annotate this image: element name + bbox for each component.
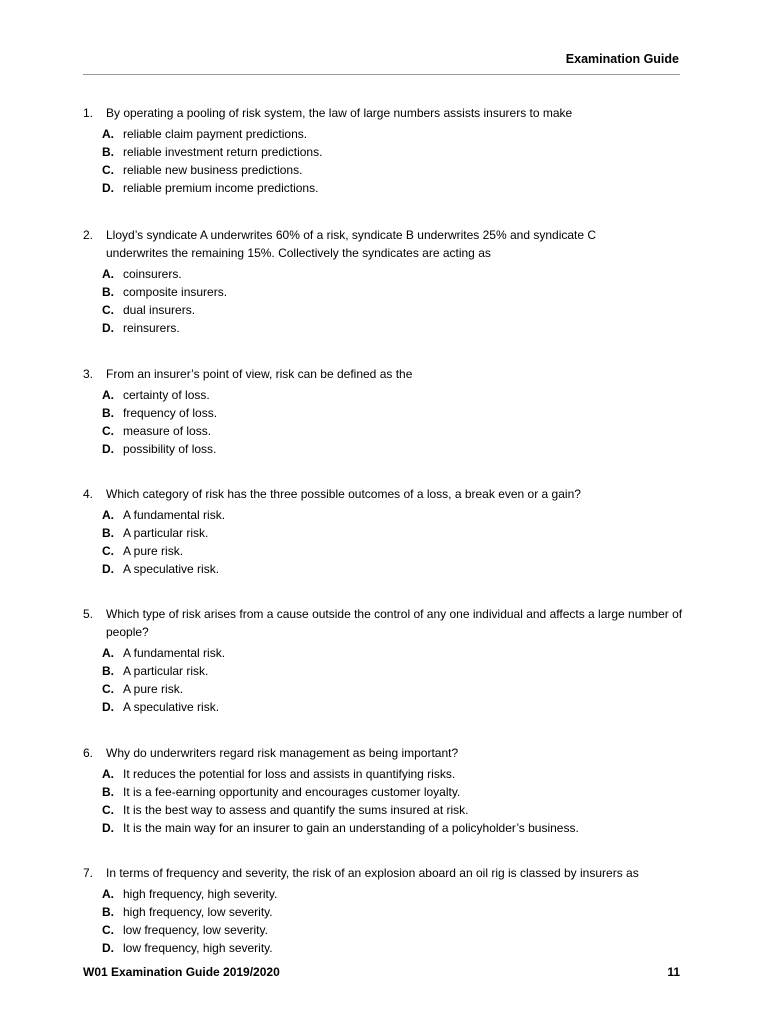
option-letter: A. xyxy=(102,127,114,141)
answer-option xyxy=(102,644,683,662)
option-text: composite insurers. xyxy=(123,285,228,299)
answer-option xyxy=(102,506,683,524)
option-text: A particular risk. xyxy=(123,526,209,540)
option-text: high frequency, high severity. xyxy=(123,887,278,901)
page-number: 11 xyxy=(667,965,680,979)
question-3 xyxy=(83,365,683,458)
option-letter: D. xyxy=(102,941,114,955)
option-letter: C. xyxy=(102,544,114,558)
option-text: reliable premium income predictions. xyxy=(123,181,319,195)
option-letter: D. xyxy=(102,821,114,835)
question-number: 4. xyxy=(83,487,94,501)
page-header-title: Examination Guide xyxy=(565,52,679,66)
question-6 xyxy=(83,744,683,837)
answer-option xyxy=(102,404,683,422)
option-text: It is the best way to assess and quantify the sums insured at risk. xyxy=(123,803,469,817)
question-number: 6. xyxy=(83,746,94,760)
question-1 xyxy=(83,104,683,197)
question-text: By operating a pooling of risk system, the law of large numbers assists insurers to make xyxy=(106,106,573,120)
footer-document-title: W01 Examination Guide 2019/2020 xyxy=(83,965,280,979)
option-letter: C. xyxy=(102,163,114,177)
question-text: From an insurer’s point of view, risk can be defined as the xyxy=(106,367,413,381)
option-text: frequency of loss. xyxy=(123,406,218,420)
option-text: It is a fee-earning opportunity and encourages customer loyalty. xyxy=(123,785,461,799)
answer-option xyxy=(102,143,683,161)
option-text: reinsurers. xyxy=(123,321,180,335)
option-letter: C. xyxy=(102,303,114,317)
option-text: reliable new business predictions. xyxy=(123,163,303,177)
option-letter: A. xyxy=(102,646,114,660)
option-letter: D. xyxy=(102,700,114,714)
option-text: high frequency, low severity. xyxy=(123,905,273,919)
answer-option xyxy=(102,698,683,716)
option-letter: A. xyxy=(102,267,114,281)
option-text: A speculative risk. xyxy=(123,562,220,576)
option-text: dual insurers. xyxy=(123,303,196,317)
question-5 xyxy=(83,605,683,716)
option-text: reliable claim payment predictions. xyxy=(123,127,308,141)
option-letter: B. xyxy=(102,285,114,299)
option-text: low frequency, low severity. xyxy=(123,923,268,937)
answer-option xyxy=(102,921,683,939)
question-text: Which type of risk arises from a cause outside the control of any one individual and affects a large number of people? xyxy=(106,607,683,639)
answer-option xyxy=(102,283,643,301)
header-divider xyxy=(83,74,680,75)
option-text: A fundamental risk. xyxy=(123,646,226,660)
option-letter: B. xyxy=(102,145,114,159)
option-letter: B. xyxy=(102,664,114,678)
question-text: Why do underwriters regard risk management as being important? xyxy=(106,746,459,760)
option-letter: A. xyxy=(102,887,114,901)
question-text: Which category of risk has the three possible outcomes of a loss, a break even or a gain? xyxy=(106,487,581,501)
answer-option xyxy=(102,319,643,337)
question-number: 5. xyxy=(83,607,94,621)
question-number: 3. xyxy=(83,367,94,381)
option-text: coinsurers. xyxy=(123,267,182,281)
answer-option xyxy=(102,903,683,921)
answer-option xyxy=(102,560,683,578)
question-text: Lloyd’s syndicate A underwrites 60% of a risk, syndicate B underwrites 25% and syndicate C underwrites the remaining 15%. Collectively the syndicates are acting as xyxy=(106,228,597,260)
option-text: It is the main way for an insurer to gain an understanding of a policyholder’s business. xyxy=(123,821,579,835)
question-7 xyxy=(83,864,683,957)
option-letter: C. xyxy=(102,923,114,937)
answer-option xyxy=(102,265,643,283)
option-letter: B. xyxy=(102,905,114,919)
option-letter: B. xyxy=(102,526,114,540)
answer-option xyxy=(102,386,683,404)
option-letter: C. xyxy=(102,424,114,438)
answer-option xyxy=(102,301,643,319)
option-letter: C. xyxy=(102,682,114,696)
option-letter: A. xyxy=(102,388,114,402)
option-text: measure of loss. xyxy=(123,424,212,438)
answer-option xyxy=(102,422,683,440)
answer-option xyxy=(102,885,683,903)
question-number: 1. xyxy=(83,106,94,120)
option-letter: B. xyxy=(102,785,114,799)
option-text: reliable investment return predictions. xyxy=(123,145,323,159)
answer-option xyxy=(102,524,683,542)
question-2 xyxy=(83,226,643,337)
question-4 xyxy=(83,485,683,578)
option-text: A pure risk. xyxy=(123,682,184,696)
option-text: A particular risk. xyxy=(123,664,209,678)
option-letter: A. xyxy=(102,508,114,522)
option-letter: D. xyxy=(102,321,114,335)
answer-option xyxy=(102,161,683,179)
answer-option xyxy=(102,680,683,698)
option-letter: D. xyxy=(102,181,114,195)
answer-option xyxy=(102,125,683,143)
option-letter: D. xyxy=(102,562,114,576)
answer-option xyxy=(102,179,683,197)
answer-option xyxy=(102,662,683,680)
option-text: A fundamental risk. xyxy=(123,508,226,522)
answer-option xyxy=(102,765,683,783)
question-text: In terms of frequency and severity, the risk of an explosion aboard an oil rig is classed by insurers as xyxy=(106,866,639,880)
option-text: A speculative risk. xyxy=(123,700,220,714)
answer-option xyxy=(102,542,683,560)
answer-option xyxy=(102,939,683,957)
option-text: possibility of loss. xyxy=(123,442,217,456)
option-letter: D. xyxy=(102,442,114,456)
question-number: 7. xyxy=(83,866,94,880)
question-number: 2. xyxy=(83,228,94,242)
answer-option xyxy=(102,783,683,801)
option-text: low frequency, high severity. xyxy=(123,941,273,955)
option-letter: C. xyxy=(102,803,114,817)
option-letter: B. xyxy=(102,406,114,420)
option-text: It reduces the potential for loss and assists in quantifying risks. xyxy=(123,767,456,781)
option-text: certainty of loss. xyxy=(123,388,210,402)
option-letter: A. xyxy=(102,767,114,781)
answer-option xyxy=(102,440,683,458)
answer-option xyxy=(102,819,683,837)
answer-option xyxy=(102,801,683,819)
option-text: A pure risk. xyxy=(123,544,184,558)
